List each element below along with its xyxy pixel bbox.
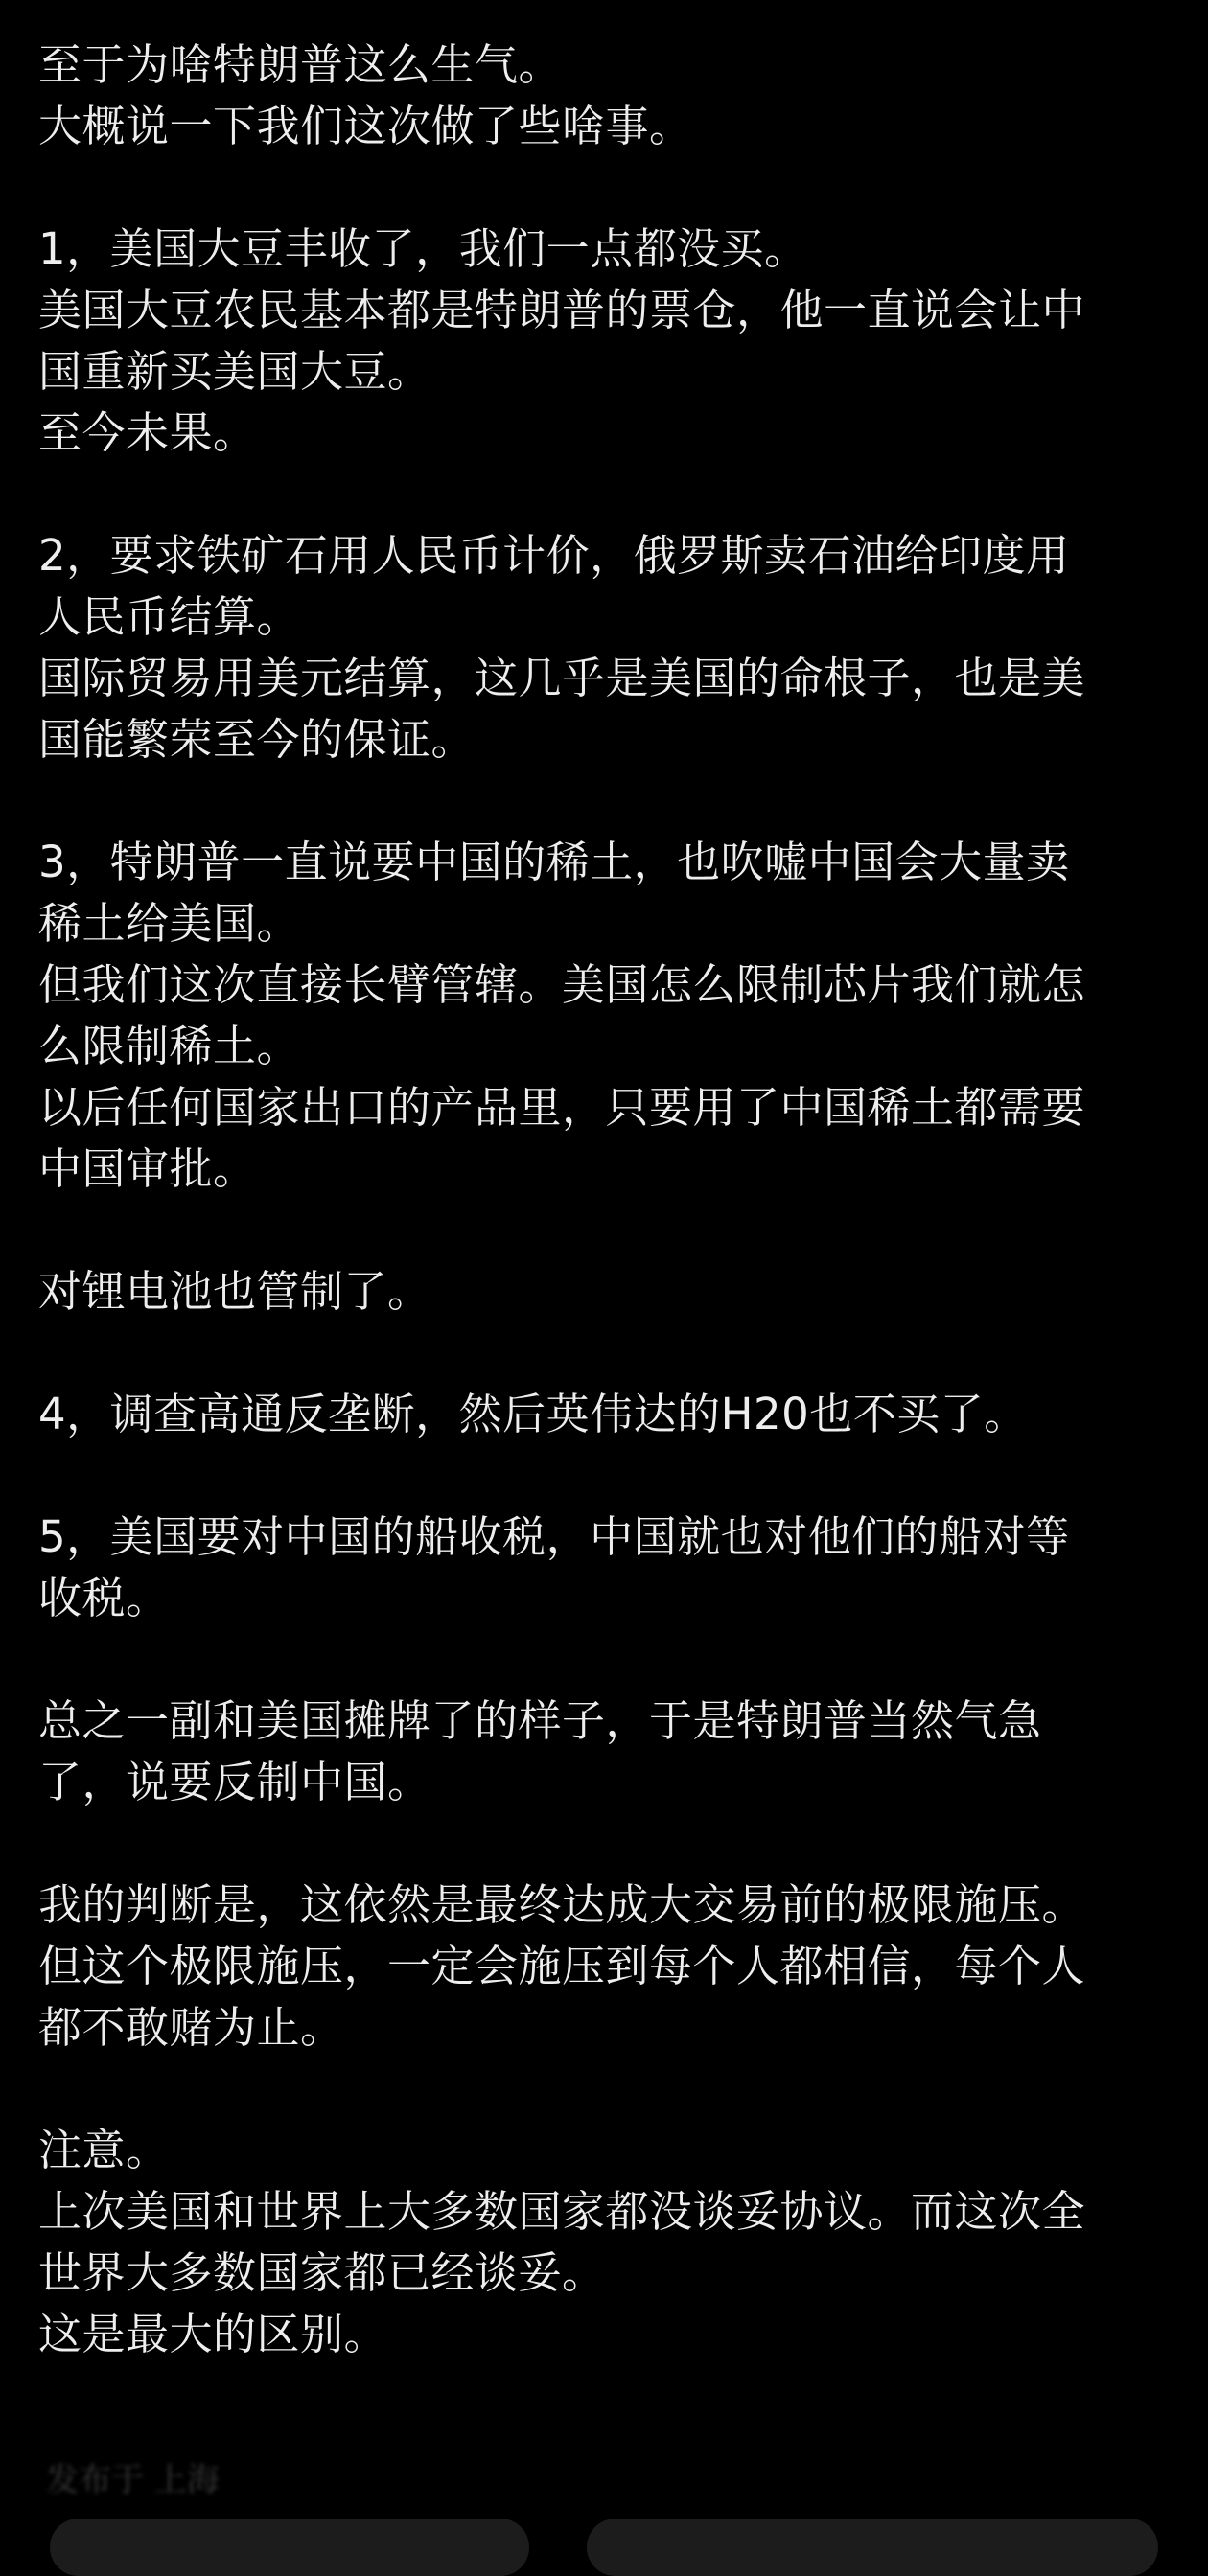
post-line: 注意。	[38, 2125, 170, 2175]
faded-footer-text: 发布于 上海	[46, 2461, 220, 2499]
post-line: 收税。	[38, 1573, 170, 1623]
post-line-blank	[38, 464, 1179, 525]
post-line: 5，美国要对中国的船收税，中国就也对他们的船对等	[38, 1511, 1070, 1562]
post-line-blank	[38, 1322, 1179, 1384]
post-line: 1，美国大豆丰收了，我们一点都没买。	[38, 223, 808, 274]
post-line: 对锂电池也管制了。	[38, 1266, 431, 1317]
post-line: 我的判断是，这依然是最终达成大交易前的极限施压。	[38, 1879, 1086, 1930]
post-line: 至今未果。	[38, 407, 257, 458]
post-line-blank	[38, 770, 1179, 832]
post-line: 国能繁荣至今的保证。	[38, 714, 476, 765]
post-line: 4，调查高通反垄断，然后英伟达的H20也不买了。	[38, 1389, 1028, 1439]
post-line-blank	[38, 1813, 1179, 1874]
post-line: 国际贸易用美元结算，这几乎是美国的命根子，也是美	[38, 653, 1086, 703]
post-line: 以后任何国家出口的产品里，只要用了中国稀土都需要	[38, 1082, 1086, 1133]
post-line: 但这个极限施压，一定会施压到每个人都相信，每个人	[38, 1941, 1086, 1991]
post-line-blank	[38, 1200, 1179, 1261]
post-line: 中国审批。	[38, 1143, 257, 1194]
post-line: 了，说要反制中国。	[38, 1757, 431, 1807]
post-line: 美国大豆农民基本都是特朗普的票仓，他一直说会让中	[38, 285, 1086, 335]
post-body	[38, 34, 1179, 2365]
post-line: 人民币结算。	[38, 591, 301, 642]
post-line: 稀土给美国。	[38, 898, 301, 949]
post-line: 么限制稀土。	[38, 1021, 301, 1071]
post-line-blank	[38, 157, 1179, 218]
post-line: 都不敢赌为止。	[38, 2002, 344, 2053]
post-line: 国重新买美国大豆。	[38, 346, 431, 397]
post-line-blank	[38, 2058, 1179, 2120]
post-line: 2，要求铁矿石用人民币计价，俄罗斯卖石油给印度用	[38, 530, 1070, 581]
post-line: 3，特朗普一直说要中国的稀土，也吹嘘中国会大量卖	[38, 837, 1070, 887]
post-line: 世界大多数国家都已经谈妥。	[38, 2247, 606, 2298]
action-pill-left[interactable]	[50, 2518, 529, 2576]
action-pill-right[interactable]	[587, 2518, 1158, 2576]
post-line: 总之一副和美国摊牌了的样子，于是特朗普当然气急	[38, 1695, 1042, 1746]
post-line: 至于为啥特朗普这么生气。	[38, 39, 563, 90]
post-line: 大概说一下我们这次做了些啥事。	[38, 101, 693, 151]
post-line-blank	[38, 1629, 1179, 1690]
post-line: 但我们这次直接长臂管辖。美国怎么限制芯片我们就怎	[38, 959, 1086, 1010]
post-line-blank	[38, 1445, 1179, 1506]
post-line: 这是最大的区别。	[38, 2309, 388, 2359]
post-line: 上次美国和世界上大多数国家都没谈妥协议。而这次全	[38, 2186, 1086, 2237]
